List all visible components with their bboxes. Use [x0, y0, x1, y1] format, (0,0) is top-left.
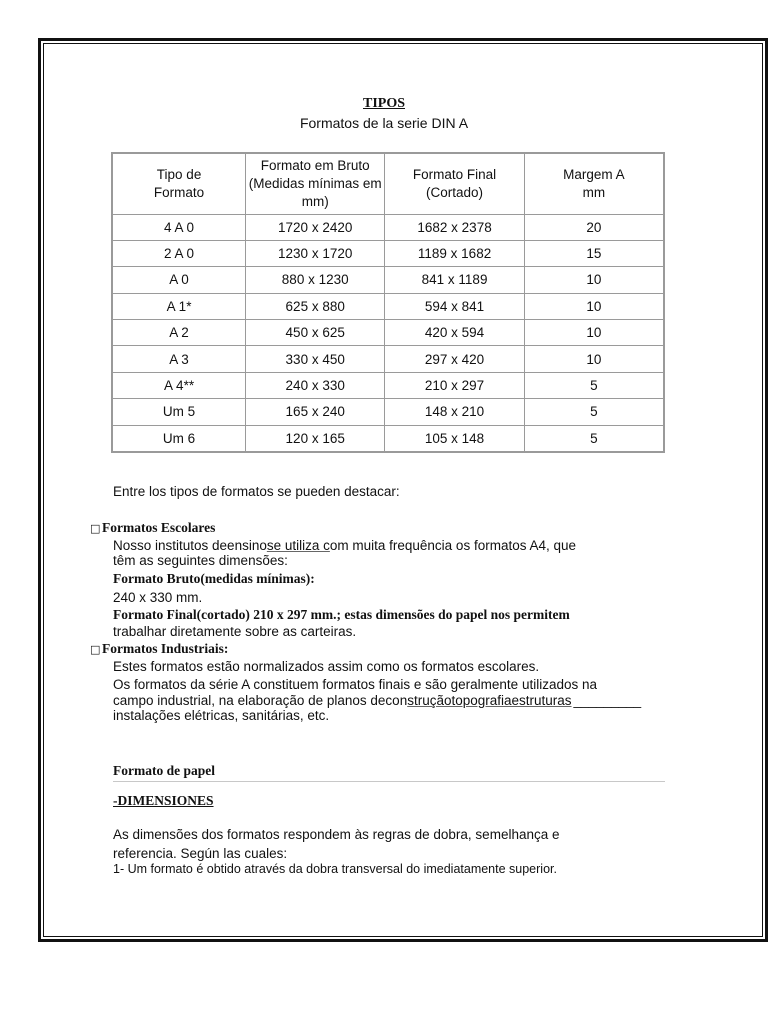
table-cell: 10 — [524, 320, 664, 346]
section-divider — [113, 781, 665, 782]
table-row — [112, 267, 664, 293]
text-span: Nosso institutos deensino — [113, 538, 267, 553]
table-cell: A 1* — [112, 293, 246, 319]
table-cell: A 4** — [112, 372, 246, 398]
escolares-line-2: têm as seguintes dimensões: — [113, 553, 288, 568]
table-row — [112, 240, 664, 266]
bullet-icon: □ — [90, 522, 101, 535]
text-span: campo industrial, na elaboração de planos decon — [113, 693, 408, 708]
table-cell: 297 x 420 — [385, 346, 525, 372]
escolares-heading — [90, 520, 215, 536]
header-cell: Formato Final (Cortado) — [385, 153, 525, 214]
table-row — [112, 320, 664, 346]
table-row — [112, 214, 664, 240]
bullet-icon: □ — [90, 643, 101, 656]
table-row — [112, 425, 664, 451]
industriais-line-3 — [113, 693, 641, 708]
table-cell: 10 — [524, 267, 664, 293]
table-cell: 1230 x 1720 — [246, 240, 385, 266]
table-cell: 120 x 165 — [246, 425, 385, 451]
header-cell: Tipo de Formato — [112, 153, 246, 214]
industriais-line-4: instalações elétricas, sanitárias, etc. — [113, 708, 330, 723]
table-cell: Um 6 — [112, 425, 246, 451]
table-row — [112, 399, 664, 425]
escolares-heading-text: Formatos Escolares — [102, 520, 216, 535]
table-header-row — [112, 153, 664, 214]
table-cell: 1189 x 1682 — [385, 240, 525, 266]
table-cell: 165 x 240 — [246, 399, 385, 425]
table-cell: 5 — [524, 399, 664, 425]
table-cell: 240 x 330 — [246, 372, 385, 398]
table-cell: 4 A 0 — [112, 214, 246, 240]
table-cell: 5 — [524, 372, 664, 398]
industriais-heading-text: Formatos Industriais: — [102, 641, 229, 656]
papel-heading: Formato de papel — [113, 763, 215, 778]
table-cell: 594 x 841 — [385, 293, 525, 319]
table-cell: 1682 x 2378 — [385, 214, 525, 240]
industriais-line-1: Estes formatos estão normalizados assim como os formatos escolares. — [113, 659, 540, 674]
bruto-value: 240 x 330 mm. — [113, 590, 203, 605]
formats-table — [111, 152, 665, 453]
table-cell: A 3 — [112, 346, 246, 372]
escolares-line-1 — [113, 538, 576, 553]
table-cell: 625 x 880 — [246, 293, 385, 319]
table-row — [112, 346, 664, 372]
table-cell: A 0 — [112, 267, 246, 293]
underlined-span: struçãotopografiaestruturas — [407, 693, 572, 708]
table-cell: 210 x 297 — [385, 372, 525, 398]
table-cell: 841 x 1189 — [385, 267, 525, 293]
table-cell: 2 A 0 — [112, 240, 246, 266]
document-title: TIPOS — [362, 96, 405, 111]
text-span: om muita frequência os formatos A4, que — [329, 538, 577, 553]
table-cell: 105 x 148 — [385, 425, 525, 451]
table-cell: 880 x 1230 — [246, 267, 385, 293]
industriais-line-2: Os formatos da série A constituem formatos finais e são geralmente utilizados na — [113, 677, 597, 692]
bruto-label: Formato Bruto(medidas mínimas): — [113, 571, 315, 586]
table-cell: 148 x 210 — [385, 399, 525, 425]
table-cell: 1720 x 2420 — [246, 214, 385, 240]
table-cell: 330 x 450 — [246, 346, 385, 372]
dimensiones-heading: -DIMENSIONES — [113, 793, 214, 808]
document-subtitle: Formatos de la serie DIN A — [299, 115, 469, 131]
table-cell: 5 — [524, 425, 664, 451]
industriais-heading — [90, 641, 228, 657]
intro-text: Entre los tipos de formatos se pueden destacar: — [113, 484, 400, 499]
dimensiones-line-3: 1- Um formato é obtido através da dobra transversal do imediatamente superior. — [113, 862, 557, 876]
table-cell: 10 — [524, 346, 664, 372]
table-cell: 450 x 625 — [246, 320, 385, 346]
text-span: _________ — [573, 693, 642, 708]
table-cell: 20 — [524, 214, 664, 240]
dimensiones-line-1: As dimensões dos formatos respondem às regras de dobra, semelhança e — [113, 827, 560, 842]
table-row — [112, 293, 664, 319]
table-row — [112, 372, 664, 398]
header-cell: Formato em Bruto (Medidas mínimas em mm) — [246, 153, 385, 214]
table-cell: A 2 — [112, 320, 246, 346]
underlined-span: se utiliza c — [266, 538, 330, 553]
table-cell: 15 — [524, 240, 664, 266]
table-cell: 420 x 594 — [385, 320, 525, 346]
header-cell: Margem A mm — [524, 153, 664, 214]
table-cell: 10 — [524, 293, 664, 319]
table-cell: Um 5 — [112, 399, 246, 425]
final-continuation: trabalhar diretamente sobre as carteiras. — [113, 624, 357, 639]
final-label: Formato Final(cortado) 210 x 297 mm.; estas dimensões do papel nos permitem — [113, 607, 570, 622]
dimensiones-line-2: referencia. Según las cuales: — [113, 846, 288, 861]
